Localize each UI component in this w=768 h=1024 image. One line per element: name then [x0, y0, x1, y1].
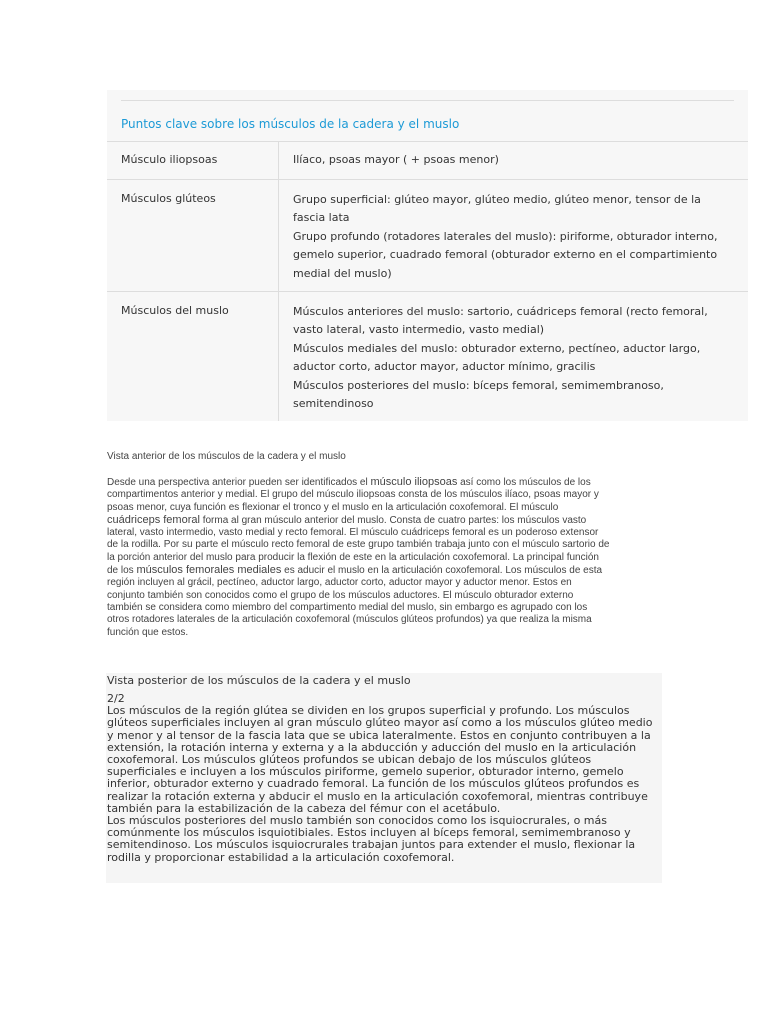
card-top-divider — [121, 100, 734, 101]
key-points-card — [107, 90, 748, 421]
paragraph-line: también para la estabilización de la cabeza del fémur con el acetábulo. — [107, 801, 501, 815]
paragraph-line: región incluyen al grácil, pectíneo, aductor largo, aductor corto, aductor mayor y aductor menor. Estos en — [107, 577, 572, 589]
paragraph-line: de los músculos femorales mediales es aducir el muslo en la articulación coxofemoral. Los músculos de esta — [107, 564, 603, 577]
table-cell-line: Grupo profundo (rotadores laterales del muslo): piriforme, obturador interno, — [293, 229, 718, 243]
table-row-name-muslo: Músculos del muslo — [121, 304, 229, 317]
paragraph-line: lateral, vasto intermedio, vasto medial y recto femoral. El músculo cuádriceps femoral es un poderoso extensor — [107, 527, 599, 539]
paragraph-line: conjunto también son conocidos como el grupo de los músculos aductores. El músculo obturador externo — [107, 589, 574, 601]
paragraph-line: de la rodilla. Por su parte el músculo recto femoral de este grupo también trabaja junto con el músculo sartorio de — [107, 539, 610, 551]
paragraph-line: inferior, obturador externo y cuadrado femoral. La función de los músculos glúteos profundos es — [107, 777, 640, 791]
paragraph-line: Desde una perspectiva anterior pueden ser identificados el músculo iliopsoas así como los músculos de los — [107, 476, 591, 488]
table-row-desc-muslo — [293, 303, 733, 413]
paragraph-line: función que estos. — [107, 626, 189, 638]
table-row-name-gluteos: Músculos glúteos — [121, 192, 216, 205]
table-column-divider — [278, 141, 279, 421]
posterior-view-box — [106, 673, 662, 883]
paragraph-line: psoas menor, cuya función es flexionar el tronco y el muslo en la articulación coxofemoral. El músculo — [107, 501, 559, 513]
table-row-divider — [107, 291, 748, 292]
table-cell-line: Músculos posteriores del muslo: bíceps femoral, semimembranoso, — [293, 378, 664, 392]
paragraph-line: coxofemoral. Los músculos glúteos profundos se ubican debajo de los músculos glúteos — [107, 753, 592, 767]
posterior-view-title: Vista posterior de los músculos de la cadera y el muslo — [107, 674, 411, 687]
table-cell-line: Músculos mediales del muslo: obturador externo, pectíneo, aductor largo, — [293, 341, 701, 355]
paragraph-line: Los músculos de la región glútea se dividen en los grupos superficial y profundo. Los músculos — [107, 704, 630, 718]
paragraph-line: glúteos superficiales incluyen al gran músculo glúteo mayor así como a los músculos glúteo medio — [107, 716, 653, 730]
table-cell-line: fascia lata — [293, 211, 350, 225]
paragraph-line: compartimentos anterior y medial. El grupo del músculo iliopsoas consta de los músculos ilíaco, psoas mayor y — [107, 489, 599, 501]
paragraph-line: extensión, la rotación interna y externa y a la abducción y aducción del muslo en la articulación — [107, 740, 637, 754]
paragraph-line: cuádriceps femoral forma al gran músculo anterior del muslo. Consta de cuatro partes: los músculos vasto — [107, 513, 587, 526]
paragraph-line: superficiales e incluyen a los músculos piriforme, gemelo superior, obturador interno, gemelo — [107, 765, 624, 779]
table-cell-line: Ilíaco, psoas mayor ( + psoas menor) — [293, 153, 499, 166]
page-indicator: 2/2 — [107, 692, 125, 705]
paragraph-line: otros rotadores laterales de la articulación coxofemoral (músculos glúteos profundos) ya que realiza la misma — [107, 614, 592, 626]
table-cell-line: gemelo superior, cuadrado femoral (obturador externo en el compartimiento — [293, 248, 718, 262]
table-cell-line: Músculos anteriores del muslo: sartorio, cuádriceps femoral (recto femoral, — [293, 305, 708, 318]
key-points-table — [107, 141, 748, 421]
paragraph-line: también se considera como miembro del compartimento medial del muslo, sin embargo es agrupado con los — [107, 601, 588, 613]
table-cell-line: Grupo superficial: glúteo mayor, glúteo medio, glúteo menor, tensor de la — [293, 193, 701, 206]
table-row-divider — [107, 141, 748, 142]
paragraph-line: la porción anterior del muslo para producir la flexión de este en la articulación coxofemoral. La principal función — [107, 551, 599, 563]
paragraph-line: Los músculos posteriores del muslo también son conocidos como los isquiocrurales, o más — [107, 814, 607, 828]
paragraph-line: realizar la rotación externa y abducir el muslo en la articulación coxofemoral, mientras contribuye — [107, 789, 648, 803]
key-points-title: Puntos clave sobre los músculos de la cadera y el muslo — [121, 117, 460, 131]
table-cell-line: aductor corto, aductor mayor, aductor mínimo, gracilis — [293, 360, 596, 374]
table-row-desc-iliopsoas — [293, 151, 733, 169]
paragraph-line: rodilla y proporcionar estabilidad a la articulación coxofemoral. — [107, 850, 455, 864]
anterior-view-caption: Vista anterior de los músculos de la cadera y el muslo — [107, 451, 346, 462]
table-cell-line: semitendinoso — [293, 397, 374, 411]
paragraph-line: y menor y al tensor de la fascia lata que se ubica lateralmente. Estos en conjunto contribuyen a la — [107, 728, 651, 742]
table-cell-line: vasto lateral, vasto intermedio, vasto medial) — [293, 323, 545, 337]
table-row-desc-gluteos — [293, 191, 733, 283]
table-row-divider — [107, 179, 748, 180]
paragraph-line: semitendinoso. Los músculos isquiocrurales trabajan juntos para extender el muslo, flexionar la — [107, 838, 636, 852]
paragraph-line: comúnmente los músculos isquiotibiales. Estos incluyen al bíceps femoral, semimembranoso y — [107, 826, 631, 840]
anterior-view-paragraph — [107, 476, 667, 639]
table-cell-line: medial del muslo) — [293, 266, 392, 280]
table-row-name-iliopsoas: Músculo iliopsoas — [121, 153, 218, 166]
posterior-view-body — [107, 693, 661, 864]
